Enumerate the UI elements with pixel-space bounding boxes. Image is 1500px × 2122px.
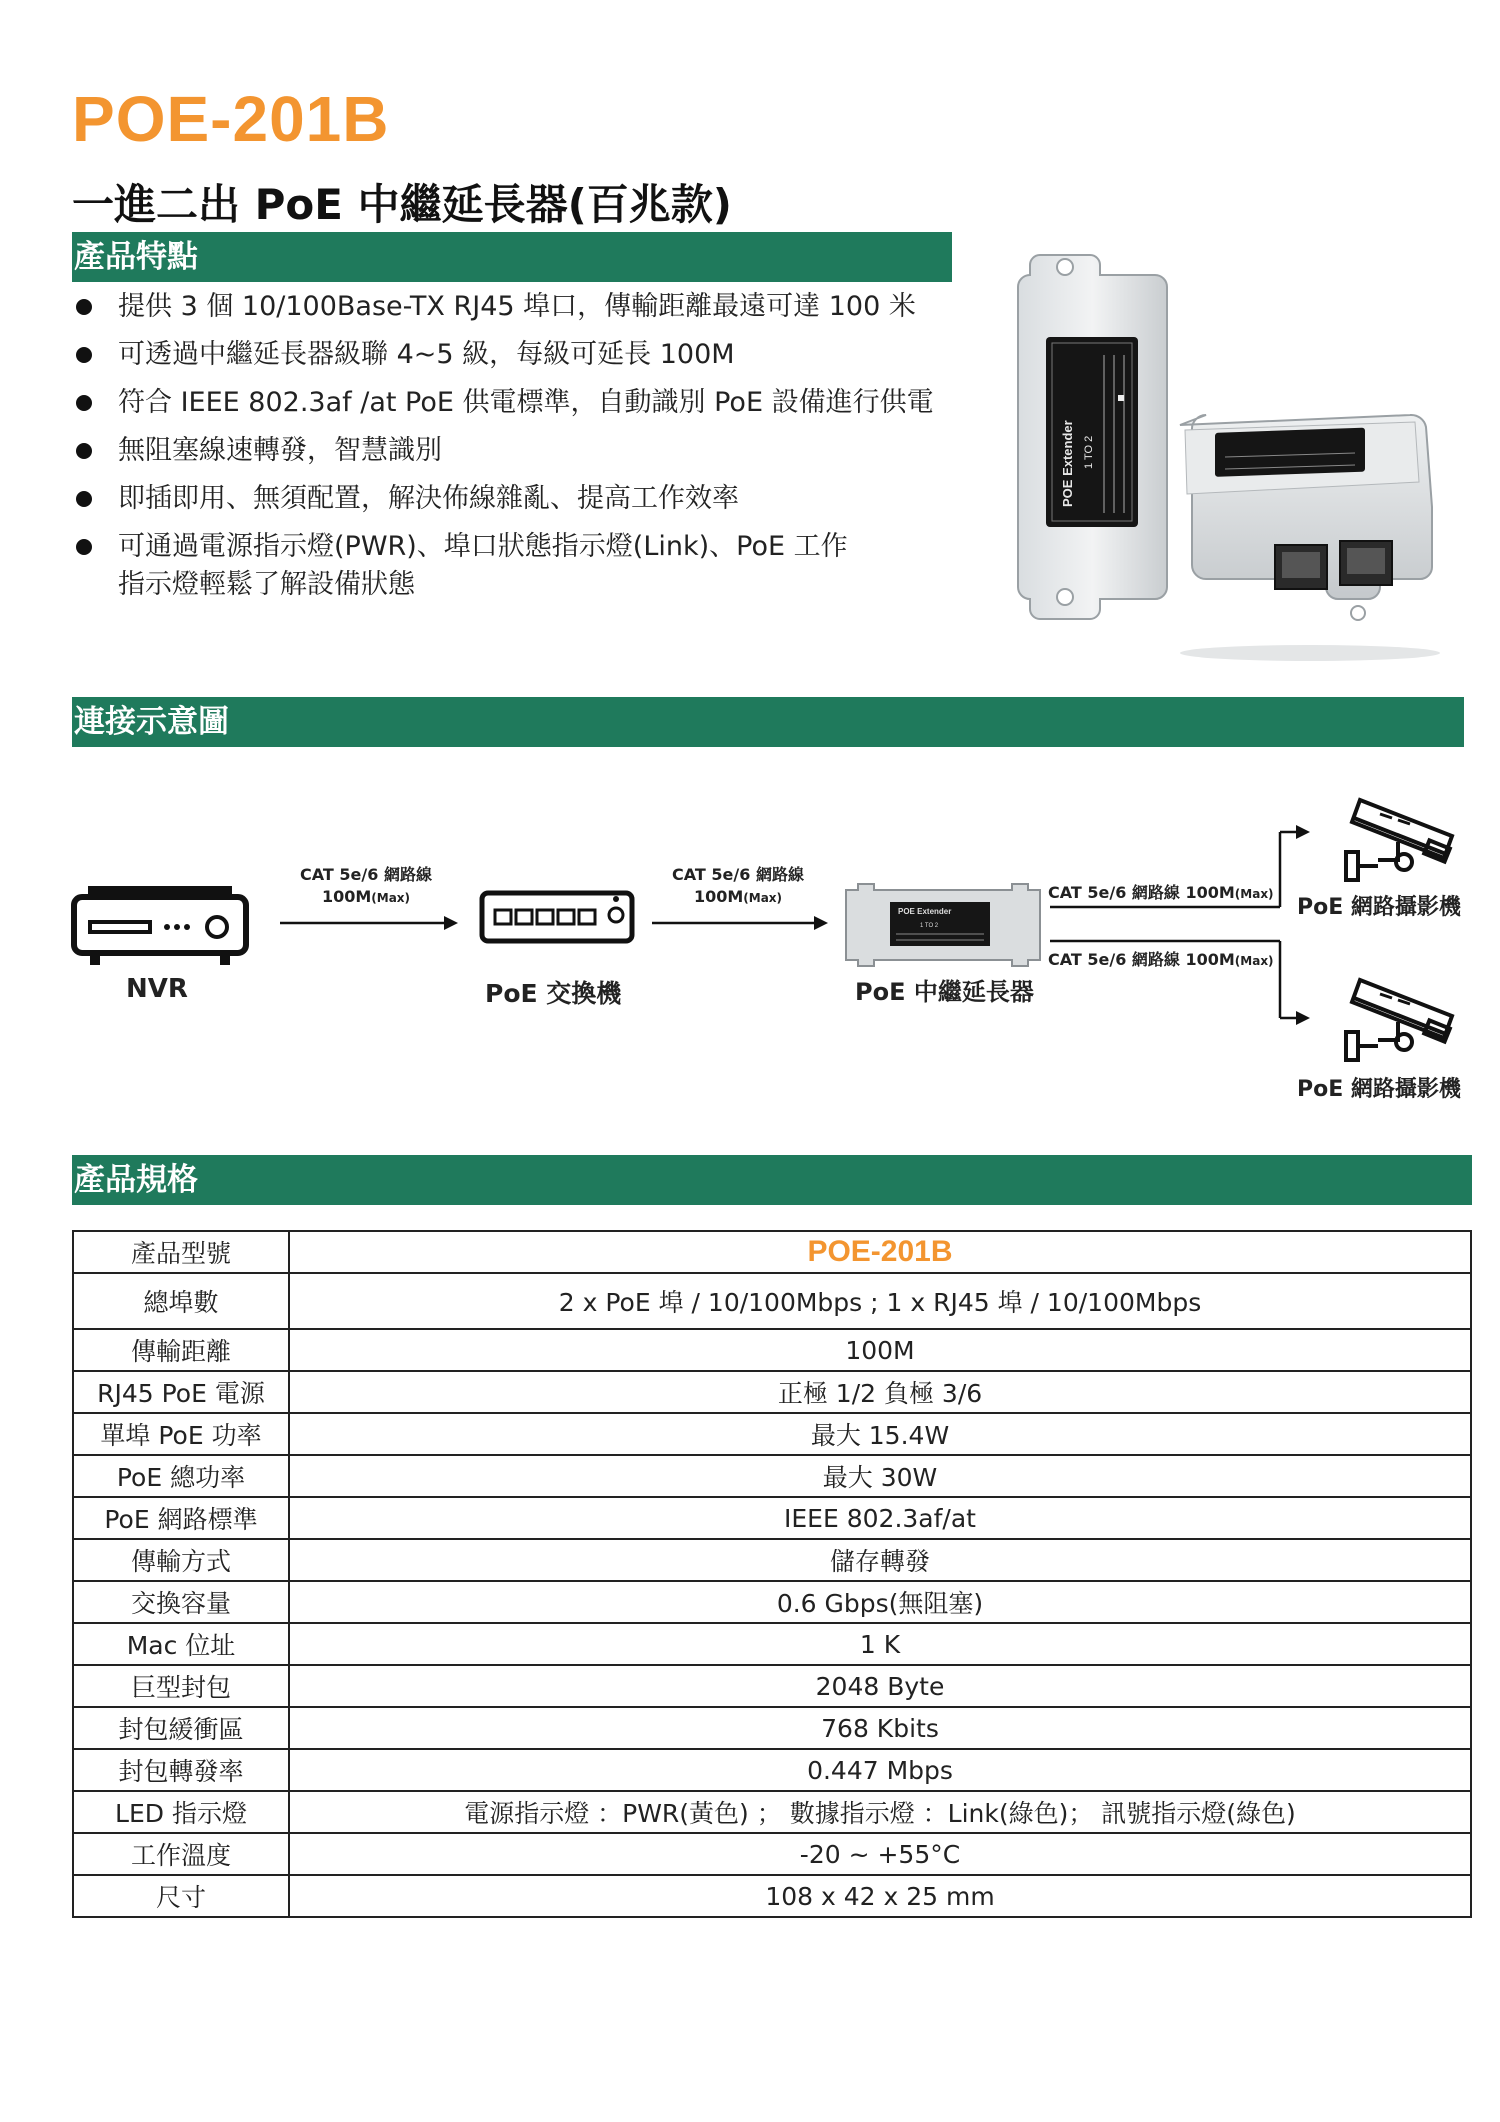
section-header-diagram: 連接示意圖 [72, 697, 1464, 747]
spec-key: 傳輸距離 [73, 1329, 289, 1371]
spec-row [73, 1581, 1471, 1623]
feature-text: 即插即用、無須配置，解決佈線雜亂、提高工作效率 [118, 483, 739, 514]
spec-value: 正極 1/2 負極 3/6 [289, 1371, 1471, 1413]
feature-item [72, 384, 972, 422]
spec-key: 總埠數 [73, 1273, 289, 1329]
spec-value: 儲存轉發 [289, 1539, 1471, 1581]
feature-text: 符合 IEEE 802.3af /at PoE 供電標準，自動識別 PoE 設備進行供電 [118, 387, 934, 418]
spec-row [73, 1707, 1471, 1749]
spec-table-body [73, 1231, 1471, 1917]
spec-value: 0.6 Gbps(無阻塞) [289, 1581, 1471, 1623]
spec-row [73, 1413, 1471, 1455]
output-cable-label-2: CAT 5e/6 網路線 100M(Max) [1048, 950, 1274, 969]
spec-row [73, 1455, 1471, 1497]
spec-value: 電源指示燈 ：PWR(黃色) ； 數據指示燈 ：Link(綠色)； 訊號指示燈(綠色) [289, 1791, 1471, 1833]
feature-text: 提供 3 個 10/100Base-TX RJ45 埠口，傳輸距離最遠可達 100 米 [118, 291, 916, 322]
arrow-head [814, 916, 828, 930]
spec-value: 100M [289, 1329, 1471, 1371]
cable-label-2-line1: CAT 5e/6 網路線 [672, 865, 804, 884]
poe-switch-icon [482, 893, 632, 941]
spec-key: 交換容量 [73, 1581, 289, 1623]
spec-row [73, 1371, 1471, 1413]
spec-value: 最大 15.4W [289, 1413, 1471, 1455]
feature-item [72, 336, 972, 374]
spec-row [73, 1273, 1471, 1329]
spec-key: Mac 位址 [73, 1623, 289, 1665]
arrow-head [1296, 1011, 1310, 1025]
connection-diagram [0, 760, 1500, 1120]
spec-row [73, 1231, 1471, 1273]
bullet-icon [76, 347, 92, 363]
mini-extender-label: POE Extender [898, 907, 952, 916]
bullet-icon [76, 395, 92, 411]
feature-item [72, 480, 972, 518]
ip-camera-icon [1346, 800, 1452, 880]
cable-label-2-line2: 100M(Max) [693, 887, 783, 906]
poe-switch-label: PoE 交換機 [485, 979, 622, 1008]
spec-row [73, 1791, 1471, 1833]
cable-label-1-line1: CAT 5e/6 網路線 [300, 865, 432, 884]
camera-label-2: PoE 網路攝影機 [1297, 1077, 1461, 1102]
spec-value: 0.447 Mbps [289, 1749, 1471, 1791]
spec-value: 2 x PoE 埠 / 10/100Mbps ; 1 x RJ45 埠 / 10/100Mbps [289, 1273, 1471, 1329]
product-subtitle: 一進二出 PoE 中繼延長器(百兆款) [72, 180, 732, 229]
spec-row [73, 1329, 1471, 1371]
cable-label-1-line2: 100M(Max) [321, 887, 411, 906]
spec-key: 單埠 PoE 功率 [73, 1413, 289, 1455]
camera-label-1: PoE 網路攝影機 [1297, 895, 1461, 920]
feature-item [72, 528, 972, 604]
arrow-head [1296, 825, 1310, 839]
output-cable-label-1: CAT 5e/6 網路線 100M(Max) [1048, 883, 1274, 902]
bullet-icon [76, 491, 92, 507]
spec-row [73, 1749, 1471, 1791]
spec-value: 108 x 42 x 25 mm [289, 1875, 1471, 1917]
spec-row [73, 1875, 1471, 1917]
spec-key: 尺寸 [73, 1875, 289, 1917]
spec-value: 最大 30W [289, 1455, 1471, 1497]
spec-key: LED 指示燈 [73, 1791, 289, 1833]
cable-label-2 [658, 864, 818, 909]
spec-key: 傳輸方式 [73, 1539, 289, 1581]
section-header-features: 產品特點 [72, 232, 952, 282]
feature-text: 無阻塞線速轉發，智慧識別 [118, 435, 442, 466]
poe-extender-icon [846, 884, 1040, 966]
spec-value: 2048 Byte [289, 1665, 1471, 1707]
spec-value-model: POE-201B [289, 1231, 1471, 1273]
spec-value: 768 Kbits [289, 1707, 1471, 1749]
feature-item [72, 288, 972, 326]
spec-row [73, 1623, 1471, 1665]
spec-value: 1 K [289, 1623, 1471, 1665]
nvr-icon [74, 891, 246, 965]
feature-text: 可透過中繼延長器級聯 4~5 級，每級可延長 100M [118, 339, 735, 370]
spec-row [73, 1497, 1471, 1539]
spec-value: -20 ~ +55°C [289, 1833, 1471, 1875]
photo-label-1to2: 1 TO 2 [1083, 435, 1095, 469]
spec-table [72, 1230, 1472, 1918]
bullet-icon [76, 299, 92, 315]
spec-key: 封包緩衝區 [73, 1707, 289, 1749]
mini-extender-1to2: 1 TO 2 [920, 923, 939, 929]
spec-key: RJ45 PoE 電源 [73, 1371, 289, 1413]
spec-key: PoE 總功率 [73, 1455, 289, 1497]
model-title: POE-201B [72, 83, 390, 155]
spec-row [73, 1539, 1471, 1581]
bullet-icon [76, 443, 92, 459]
photo-label-vertical: POE Extender [1060, 420, 1075, 507]
arrow-head [444, 916, 458, 930]
feature-text-line2: 指示燈輕鬆了解設備狀態 [118, 569, 415, 600]
spec-row [73, 1833, 1471, 1875]
product-photo [1010, 245, 1450, 665]
poe-extender-label: PoE 中繼延長器 [855, 978, 1034, 1006]
spec-key: 工作溫度 [73, 1833, 289, 1875]
section-header-specs: 產品規格 [72, 1155, 1472, 1205]
spec-key: 巨型封包 [73, 1665, 289, 1707]
spec-value: IEEE 802.3af/at [289, 1497, 1471, 1539]
feature-list [72, 288, 972, 614]
spec-key: PoE 網路標準 [73, 1497, 289, 1539]
diagram-graphics [0, 760, 1500, 1120]
spec-row [73, 1665, 1471, 1707]
bullet-icon [76, 539, 92, 555]
nvr-label: NVR [126, 974, 188, 1004]
spec-key: 封包轉發率 [73, 1749, 289, 1791]
feature-item [72, 432, 972, 470]
spec-key: 產品型號 [73, 1231, 289, 1273]
ip-camera-icon [1346, 980, 1452, 1060]
cable-label-1 [286, 864, 446, 909]
feature-text-line1: 可通過電源指示燈(PWR)、埠口狀態指示燈(Link)、PoE 工作 [118, 531, 848, 562]
